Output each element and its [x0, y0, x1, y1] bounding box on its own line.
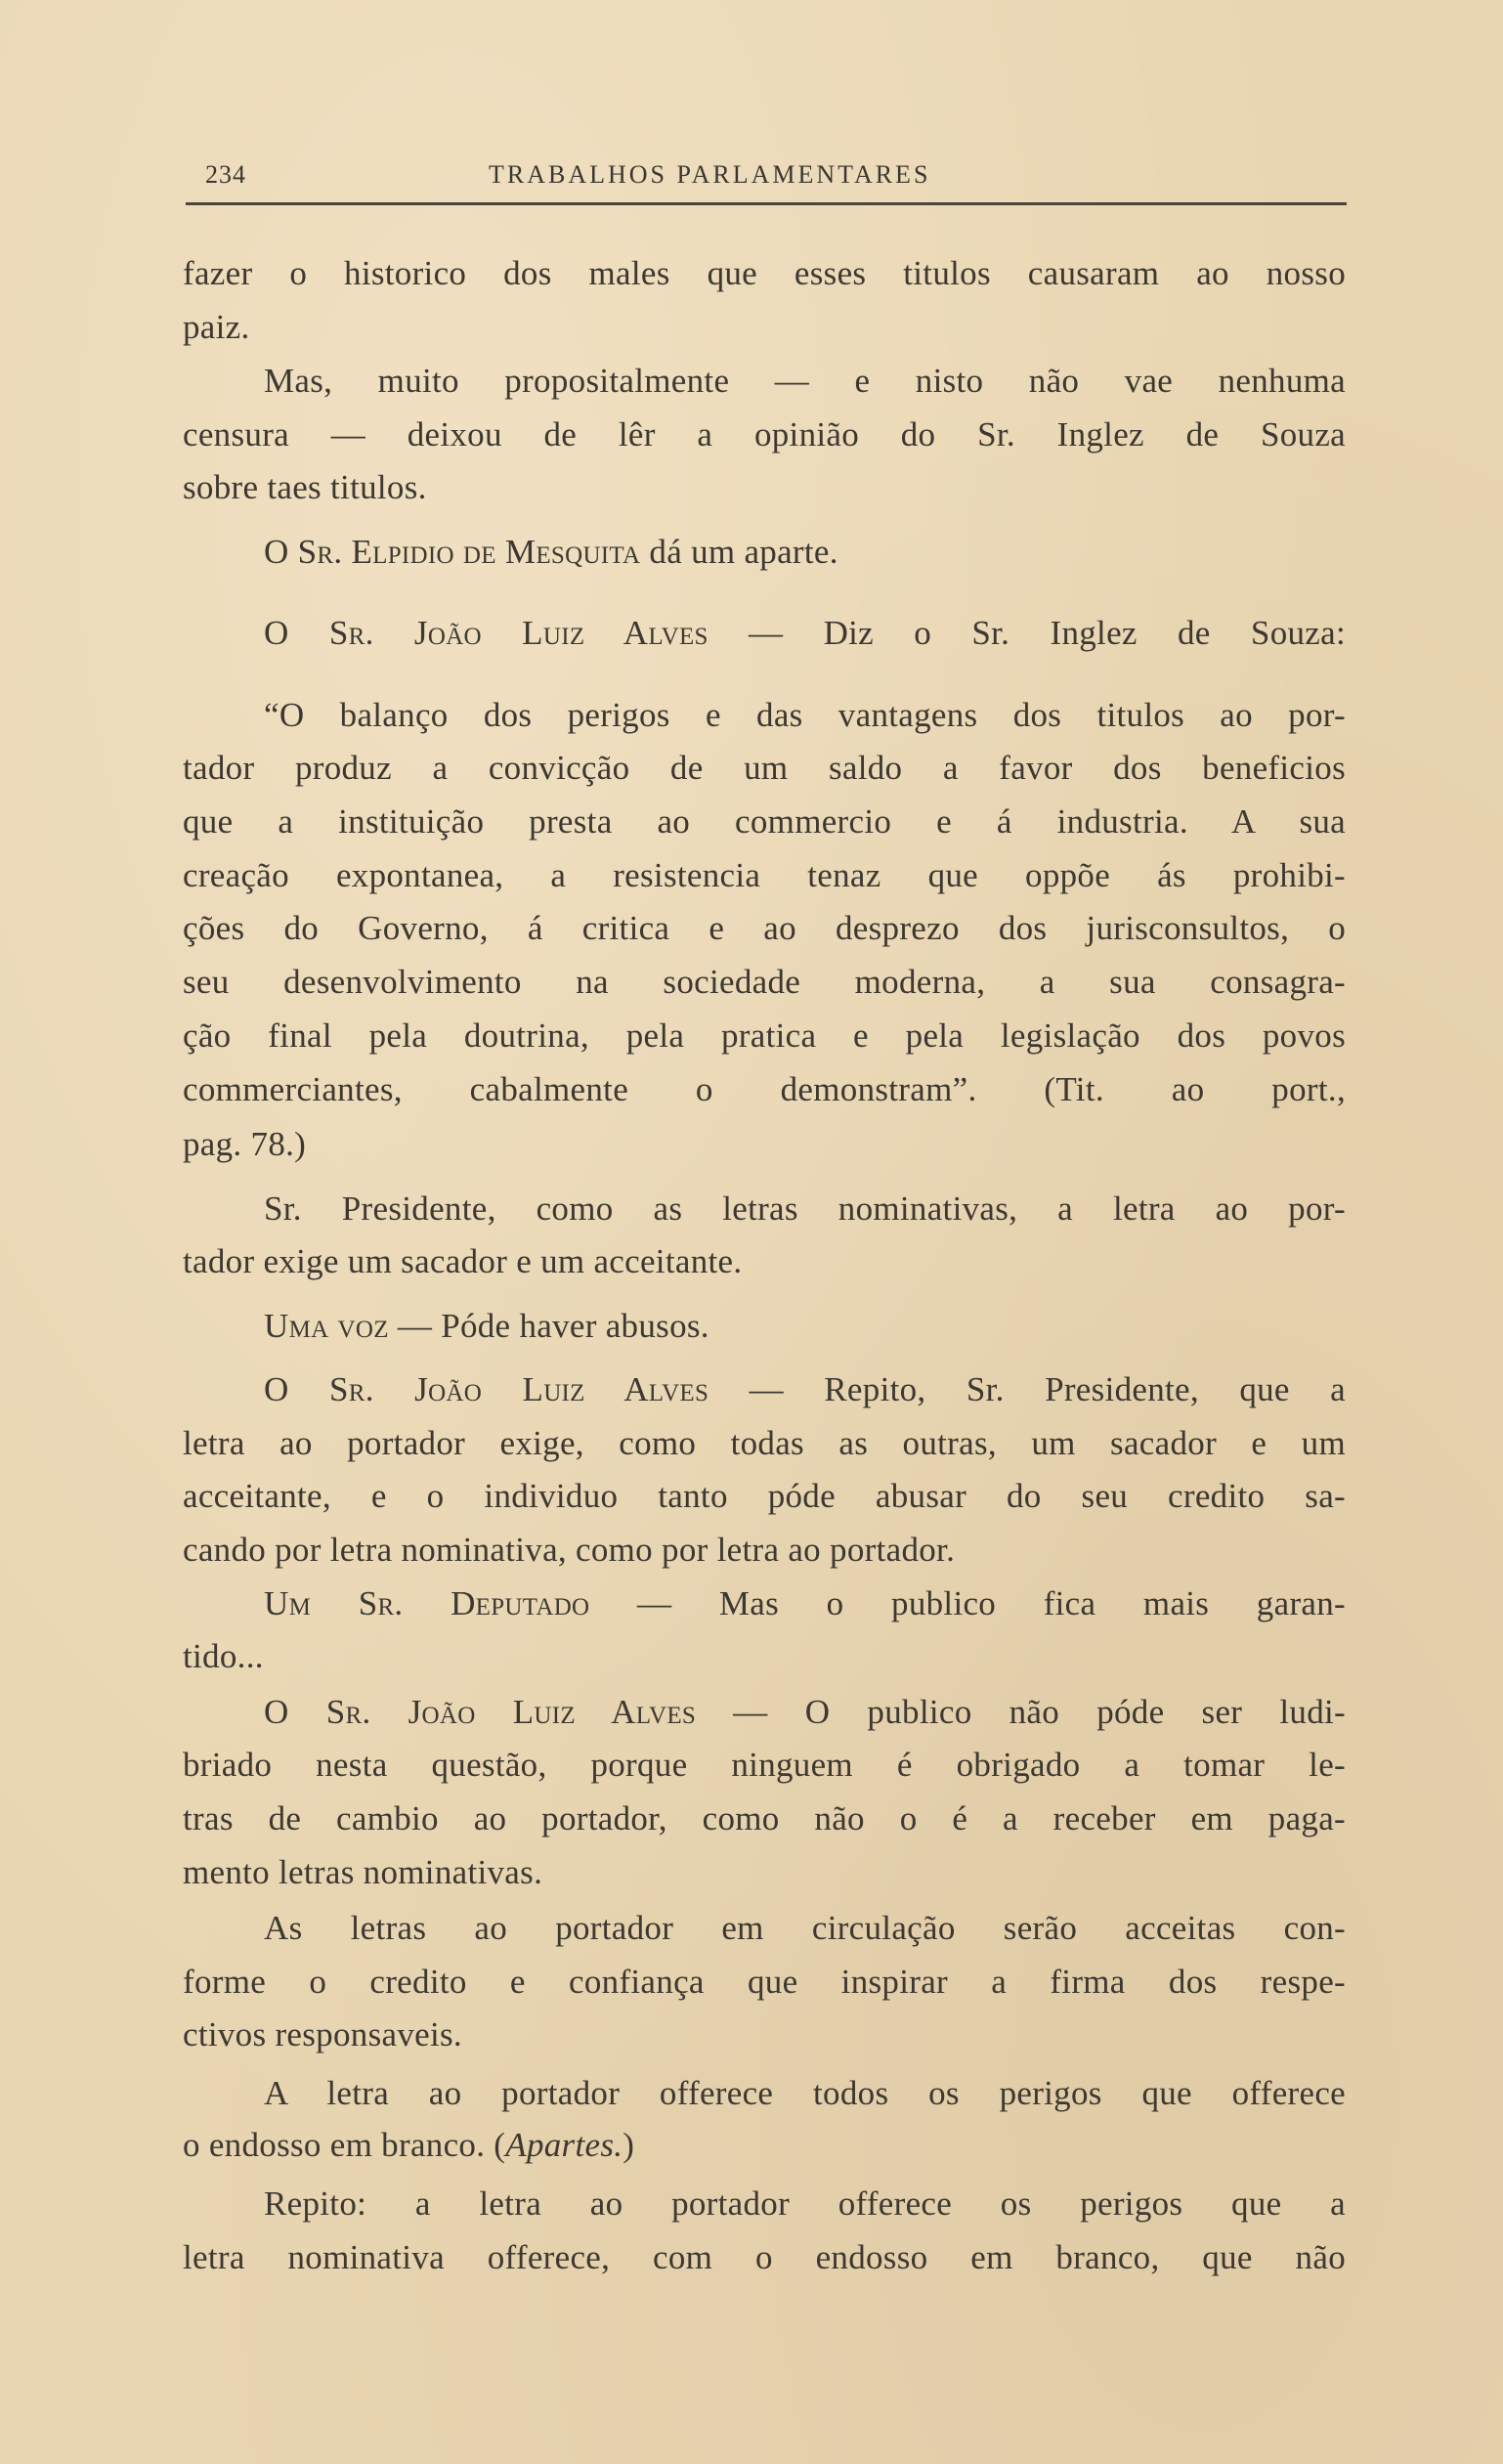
- line-text: seu desenvolvimento na sociedade moderna, a sua consagra-: [183, 963, 1346, 1001]
- text-line: [183, 252, 1346, 295]
- text-line: [183, 854, 1346, 897]
- line-text: paiz.: [183, 308, 250, 346]
- line-text: — Diz o Sr. Inglez de Souza:: [708, 614, 1346, 652]
- text-line: [183, 413, 1346, 456]
- line-text: censura — deixou de lêr a opinião do Sr. Inglez de Souza: [183, 415, 1346, 454]
- text-line: [183, 1240, 1346, 1283]
- line-text: briado nesta questão, porque ninguem é obrigado a tomar le-: [183, 1746, 1346, 1784]
- speaker-line: [264, 531, 1346, 574]
- speaker-name: O Sr. Elpidio de Mesquita: [264, 533, 641, 571]
- line-text: tras de cambio ao portador, como não o é a receber em paga-: [183, 1799, 1346, 1837]
- header-rule: [186, 202, 1347, 205]
- text-line: [183, 1015, 1346, 1058]
- text-line: [183, 1797, 1346, 1840]
- text-line: [183, 1635, 1346, 1678]
- line-text: As letras ao portador em circulação serão acceitas con-: [264, 1909, 1346, 1947]
- text-line: [183, 961, 1346, 1004]
- line-text: fazer o historico dos males que esses titulos causaram ao nosso: [183, 254, 1346, 292]
- line-text: ctivos responsaveis.: [183, 2015, 462, 2053]
- text-line: [183, 1422, 1346, 1465]
- text-line: [183, 2236, 1346, 2279]
- line-text: pag. 78.): [183, 1125, 307, 1163]
- line-text: Sr. Presidente, como as letras nominativas, a letra ao por-: [264, 1189, 1346, 1228]
- line-text: letra ao portador exige, como todas as outras, um sacador e um: [183, 1424, 1346, 1462]
- line-text: que a instituição presta ao commercio e á industria. A sua: [183, 802, 1346, 841]
- line-text: “O balanço dos perigos e das vantagens dos titulos ao por-: [264, 696, 1346, 734]
- page-number: 234: [205, 160, 246, 189]
- speaker-line: [264, 612, 1346, 655]
- running-header: [186, 156, 1347, 195]
- line-text: o endosso em branco. (: [183, 2126, 506, 2164]
- paragraph-start: [264, 1907, 1346, 1950]
- text-line: [183, 2124, 1346, 2167]
- line-text: — Repito, Sr. Presidente, que a: [709, 1370, 1346, 1408]
- speaker-name: Uma voz: [264, 1307, 389, 1345]
- text-line: [183, 1123, 1346, 1166]
- line-text: — O publico não póde ser ludi-: [696, 1693, 1346, 1731]
- paragraph-start: [264, 2072, 1346, 2115]
- speaker-line: [264, 1691, 1346, 1734]
- line-text: letra nominativa offerece, com o endosso em branco, que não: [183, 2238, 1346, 2276]
- paragraph-start: [264, 1188, 1346, 1231]
- text-line: [183, 466, 1346, 509]
- line-text: acceitante, e o individuo tanto póde abusar do seu credito sa-: [183, 1477, 1346, 1515]
- line-text: creação expontanea, a resistencia tenaz que oppõe ás prohibi-: [183, 856, 1346, 894]
- text-line: [183, 907, 1346, 950]
- speaker-line: [264, 1368, 1346, 1411]
- line-text: Mas, muito propositalmente — e nisto não vae nenhuma: [264, 362, 1346, 400]
- quote-start: [264, 694, 1346, 737]
- line-text: forme o credito e confiança que inspirar a firma dos respe-: [183, 1963, 1346, 2001]
- text-line: [183, 1068, 1346, 1111]
- text-line: [183, 1529, 1346, 1572]
- line-text: tador exige um sacador e um acceitante.: [183, 1242, 743, 1280]
- text-line: [183, 1851, 1346, 1894]
- speaker-line: [264, 1305, 1346, 1348]
- italic-aside: Apartes.: [505, 2126, 623, 2164]
- text-line: [183, 2013, 1346, 2056]
- line-text: dá um aparte.: [640, 533, 838, 571]
- speaker-name: O Sr. João Luiz Alves: [264, 614, 709, 652]
- line-text: — Póde haver abusos.: [388, 1307, 709, 1345]
- line-text: Repito: a letra ao portador offerece os perigos que a: [264, 2184, 1346, 2223]
- paragraph-start: [264, 2183, 1346, 2226]
- line-text: sobre taes titulos.: [183, 468, 427, 506]
- line-text: — Mas o publico fica mais garan-: [589, 1584, 1346, 1622]
- speaker-line: [264, 1582, 1346, 1625]
- text-line: [183, 800, 1346, 843]
- speaker-name: O Sr. João Luiz Alves: [264, 1693, 697, 1731]
- line-text: ções do Governo, á critica e ao desprezo dos jurisconsultos, o: [183, 909, 1346, 947]
- line-text: ção final pela doutrina, pela pratica e pela legislação dos povos: [183, 1016, 1346, 1055]
- line-text: commerciantes, cabalmente o demonstram”. (Tit. ao port.,: [183, 1070, 1346, 1108]
- line-text: tido...: [183, 1637, 264, 1675]
- speaker-name: O Sr. João Luiz Alves: [264, 1370, 709, 1408]
- text-line: [183, 1744, 1346, 1787]
- line-text: mento letras nominativas.: [183, 1853, 543, 1891]
- line-text: ): [623, 2126, 635, 2164]
- line-text: cando por letra nominativa, como por letra ao portador.: [183, 1531, 956, 1569]
- text-line: [183, 306, 1346, 349]
- text-line: [183, 1475, 1346, 1518]
- line-text: A letra ao portador offerece todos os perigos que offerece: [264, 2074, 1346, 2112]
- text-line: [183, 1961, 1346, 2004]
- line-text: tador produz a convicção de um saldo a favor dos beneficios: [183, 749, 1346, 787]
- paragraph-start: [264, 360, 1346, 403]
- running-title: TRABALHOS PARLAMENTARES: [489, 160, 931, 189]
- text-line: [183, 747, 1346, 790]
- speaker-name: Um Sr. Deputado: [264, 1584, 590, 1622]
